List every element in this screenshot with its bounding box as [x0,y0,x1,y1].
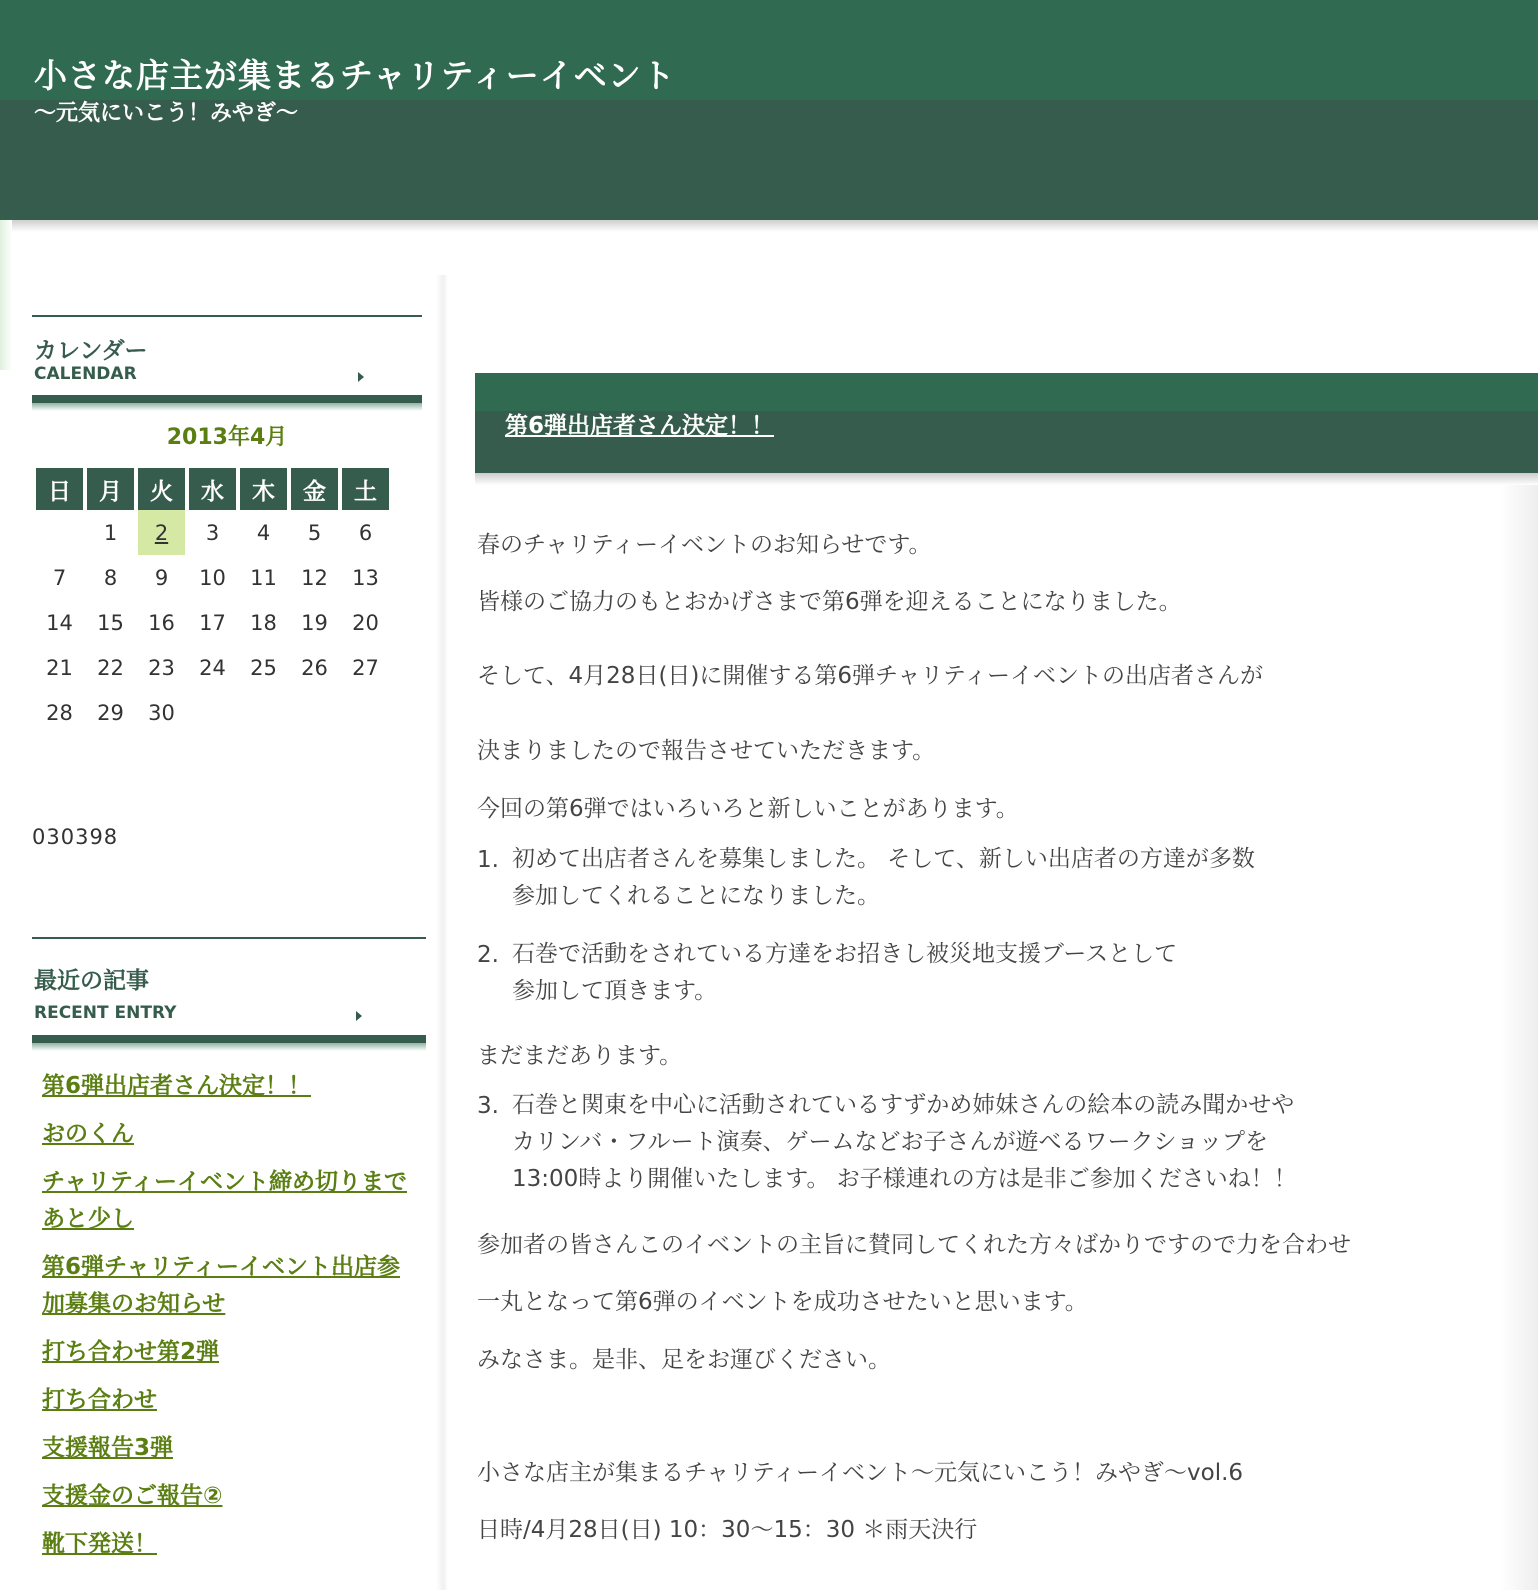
calendar-day: 3 [205,520,220,545]
calendar-day: 23 [148,655,175,680]
list-number: 1. [477,847,499,873]
right-edge-shade [1500,480,1538,1590]
recent-title-en: RECENT ENTRY [34,1003,177,1023]
calendar-day: 20 [352,610,379,635]
calendar-table [32,468,393,735]
list-item [42,1068,412,1105]
list-item-text [512,936,1177,1010]
calendar-week [36,600,389,645]
calendar-day [189,690,236,735]
recent-entry-link[interactable]: チャリティーイベント締め切りまであと少し [42,1169,408,1232]
entry-paragraph: みなさま。是非、足をお運びください。 [477,1347,891,1373]
recent-widget-header [32,937,426,1052]
calendar-day: 9 [154,565,169,590]
divider-shade [32,1043,426,1051]
calendar-day: 17 [199,610,226,635]
calendar-day: 15 [97,610,124,635]
calendar-day-linked [138,510,185,555]
content-divider [436,275,448,1590]
calendar-day: 16 [148,610,175,635]
site-header [0,0,1538,220]
divider [32,395,422,403]
entry-paragraph: 一丸となって第6弾のイベントを成功させたいと思います。 [477,1289,1088,1315]
entry-header-shadow [475,473,1538,485]
entry-paragraph: 日時/4月28日(日) 10：30～15：30 ＊雨天決行 [477,1517,978,1543]
list-item-line: 参加してくれることになりました。 [512,883,880,909]
calendar-day: 10 [199,565,226,590]
entry-header [475,373,1538,473]
left-edge-decoration [0,220,12,370]
header-shadow [0,220,1538,232]
list-item-text [512,1087,1297,1198]
calendar-day: 8 [103,565,118,590]
entry-paragraph: 決まりましたので報告させていただきます。 [477,738,936,764]
calendar-day: 5 [307,520,322,545]
list-item-line: 石巻で活動をされている方達をお招きし被災地支援ブースとして [512,941,1178,967]
weekday-mon: 月 [87,468,134,510]
recent-entry-link[interactable]: 打ち合わせ [42,1387,157,1413]
weekday-tue: 火 [138,468,185,510]
entry-paragraph: 今回の第6弾ではいろいろと新しいことがあります。 [477,796,1019,822]
entry-paragraph: 小さな店主が集まるチャリティーイベント～元気にいこう！みやぎ～vol.6 [477,1460,1244,1486]
entry-paragraph: まだまだあります。 [477,1043,683,1069]
calendar-title-en: CALENDAR [34,364,137,384]
list-item-line: 13:00時より開催いたします。 お子様連れの方は是非ご参加くださいね！！ [512,1166,1297,1192]
calendar-day: 12 [301,565,328,590]
access-counter: 030398 [32,825,119,849]
calendar-day: 7 [52,565,67,590]
calendar-day: 22 [97,655,124,680]
calendar-day: 29 [97,700,124,725]
calendar-day [240,690,287,735]
calendar-day: 4 [256,520,271,545]
list-item-line: 初めて出店者さんを募集しました。 そして、新しい出店者の方達が多数 [512,846,1255,872]
entry-paragraph: 皆様のご協力のもとおかげさまで第6弾を迎えることになりました。 [477,589,1182,615]
recent-entry-link[interactable]: 第6弾出店者さん決定！！ [42,1073,312,1099]
calendar-week [36,645,389,690]
calendar-day: 1 [103,520,118,545]
calendar-day [291,690,338,735]
divider-shade [32,403,422,411]
entry-paragraph: 春のチャリティーイベントのお知らせです。 [477,532,932,558]
calendar-day: 19 [301,610,328,635]
calendar-day-link[interactable]: 2 [154,520,169,545]
weekday-sat: 土 [342,468,389,510]
calendar-month-caption: 2013年4月 [166,425,288,450]
list-item [42,1334,412,1371]
list-item [42,1116,412,1153]
calendar-widget-header [32,315,422,410]
arrow-right-icon[interactable] [358,372,364,382]
weekday-wed: 水 [189,468,236,510]
site-subtitle: ～元気にいこう！みやぎ～ [34,101,299,126]
recent-entry-link[interactable]: おのくん [42,1121,134,1147]
calendar-day: 27 [352,655,379,680]
entry-title-link[interactable]: 第6弾出店者さん決定！！ [505,413,775,439]
calendar-title: カレンダー [34,338,148,364]
calendar-day: 13 [352,565,379,590]
recent-entry-link[interactable]: 支援金のご報告② [42,1483,223,1509]
recent-entry-link[interactable]: 支援報告3弾 [42,1435,174,1461]
entry-header-band [475,373,1538,411]
list-item [42,1164,412,1238]
weekday-sun: 日 [36,468,83,510]
list-item [42,1526,412,1563]
calendar-day: 11 [250,565,277,590]
calendar-day: 6 [358,520,373,545]
entry-paragraph: そして、4月28日(日)に開催する第6弾チャリティーイベントの出店者さんが [477,663,1264,689]
list-item-line: 石巻と関東を中心に活動されているすずかめ姉妹さんの絵本の読み聞かせや [512,1092,1295,1118]
recent-entry-link[interactable]: 靴下発送！ [42,1531,157,1557]
list-item-text [512,841,1255,915]
weekday-fri: 金 [291,468,338,510]
calendar-day [342,690,389,735]
recent-entry-link[interactable]: 第6弾チャリティーイベント出店参加募集のお知らせ [42,1254,401,1317]
list-item [42,1478,412,1515]
divider [32,1035,426,1043]
list-item-line: カリンバ・フルート演奏、ゲームなどお子さんが遊べるワークショップを [512,1129,1269,1155]
list-item [42,1430,412,1467]
divider [32,315,422,317]
calendar-day [36,510,83,555]
list-item-line: 参加して頂きます。 [512,978,718,1004]
calendar-day: 18 [250,610,277,635]
calendar-week [36,555,389,600]
calendar-week [36,690,389,735]
entry-paragraph: 参加者の皆さんこのイベントの主旨に賛同してくれた方々ばかりですので力を合わせ [477,1232,1351,1258]
list-number: 3. [477,1093,499,1119]
calendar-day: 14 [46,610,73,635]
divider [32,937,426,939]
arrow-right-icon[interactable] [356,1011,362,1021]
calendar-day: 26 [301,655,328,680]
list-item [42,1249,412,1323]
calendar-weekday-row [36,468,389,510]
recent-entry-link[interactable]: 打ち合わせ第2弾 [42,1339,220,1365]
calendar-week [36,510,389,555]
weekday-thu: 木 [240,468,287,510]
recent-entry-list [42,1068,412,1574]
site-title[interactable]: 小さな店主が集まるチャリティーイベント [34,56,676,95]
recent-title: 最近の記事 [34,968,149,994]
list-number: 2. [477,942,499,968]
calendar-day: 30 [148,700,175,725]
list-item [42,1382,412,1419]
calendar-day: 28 [46,700,73,725]
calendar-day: 21 [46,655,73,680]
calendar-day: 25 [250,655,277,680]
calendar-day: 24 [199,655,226,680]
